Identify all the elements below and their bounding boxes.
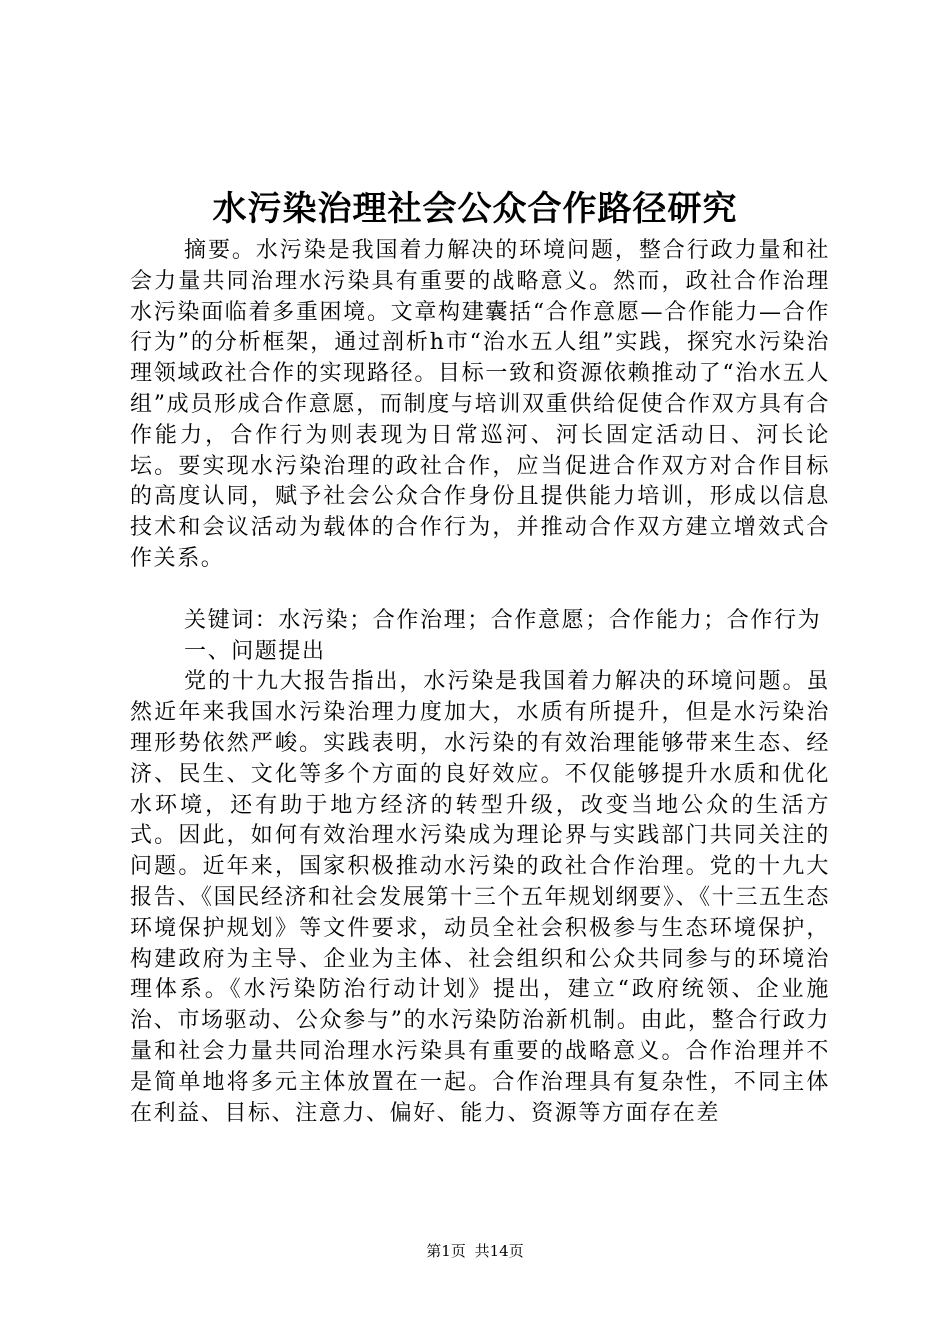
page-total: 共14页 [474,1242,524,1260]
document-title: 水污染治理社会公众合作路径研究 [212,189,738,229]
keywords-paragraph: 关键词：水污染；合作治理；合作意愿；合作能力；合作行为 [184,607,822,633]
page-footer [0,1240,950,1262]
paragraph-spacer [130,575,830,606]
document-body [130,236,830,1129]
section-heading: 一、问题提出 [184,638,326,664]
abstract-paragraph: 摘要。水污染是我国着力解决的环境问题，整合行政力量和社会力量共同治理水污染具有重要的战略意义。然而，政社合作治理水污染面临着多重困境。文章构建囊括“合作意愿—合作能力—合作行为”的分析框架，通过剖析h市“治水五人组”实践，探究水污染治理领域政社合作的实现路径。目标一致和资源依赖推动了“治水五人组”成员形成合作意愿，而制度与培训双重供给促使合作双方具有合作能力，合作行为则表现为日常巡河、河长固定活动日、河长论坛。要实现水污染治理的政社合作，应当促进合作双方对合作目标的高度认同，赋予社会公众合作身份且提供能力培训，形成以信息技术和会议活动为载体的合作行为，并推动合作双方建立增效式合作关系。 [130,238,830,571]
page-number: 第1页 [426,1242,466,1260]
section-paragraph: 党的十九大报告指出，水污染是我国着力解决的环境问题。虽然近年来我国水污染治理力度加大，水质有所提升，但是水污染治理形势依然严峻。实践表明，水污染的有效治理能够带来生态、经济、民生、文化等多个方面的良好效应。不仅能够提升水质和优化水环境，还有助于地方经济的转型升级，改变当地公众的生活方式。因此，如何有效治理水污染成为理论界与实践部门共同关注的问题。近年来，国家积极推动水污染的政社合作治理。党的十九大报告、《国民经济和社会发展第十三个五年规划纲要》、《十三五生态环境保护规划》等文件要求，动员全社会积极参与生态环境保护，构建政府为主导、企业为主体、社会组织和公众共同参与的环境治理体系。《水污染防治行动计划》提出，建立“政府统领、企业施治、市场驱动、公众参与”的水污染防治新机制。由此，整合行政力量和社会力量共同治理水污染具有重要的战略意义。合作治理并不是简单地将多元主体放置在一起。合作治理具有复杂性，不同主体在利益、目标、注意力、偏好、能力、资源等方面存在差 [130,669,830,1126]
